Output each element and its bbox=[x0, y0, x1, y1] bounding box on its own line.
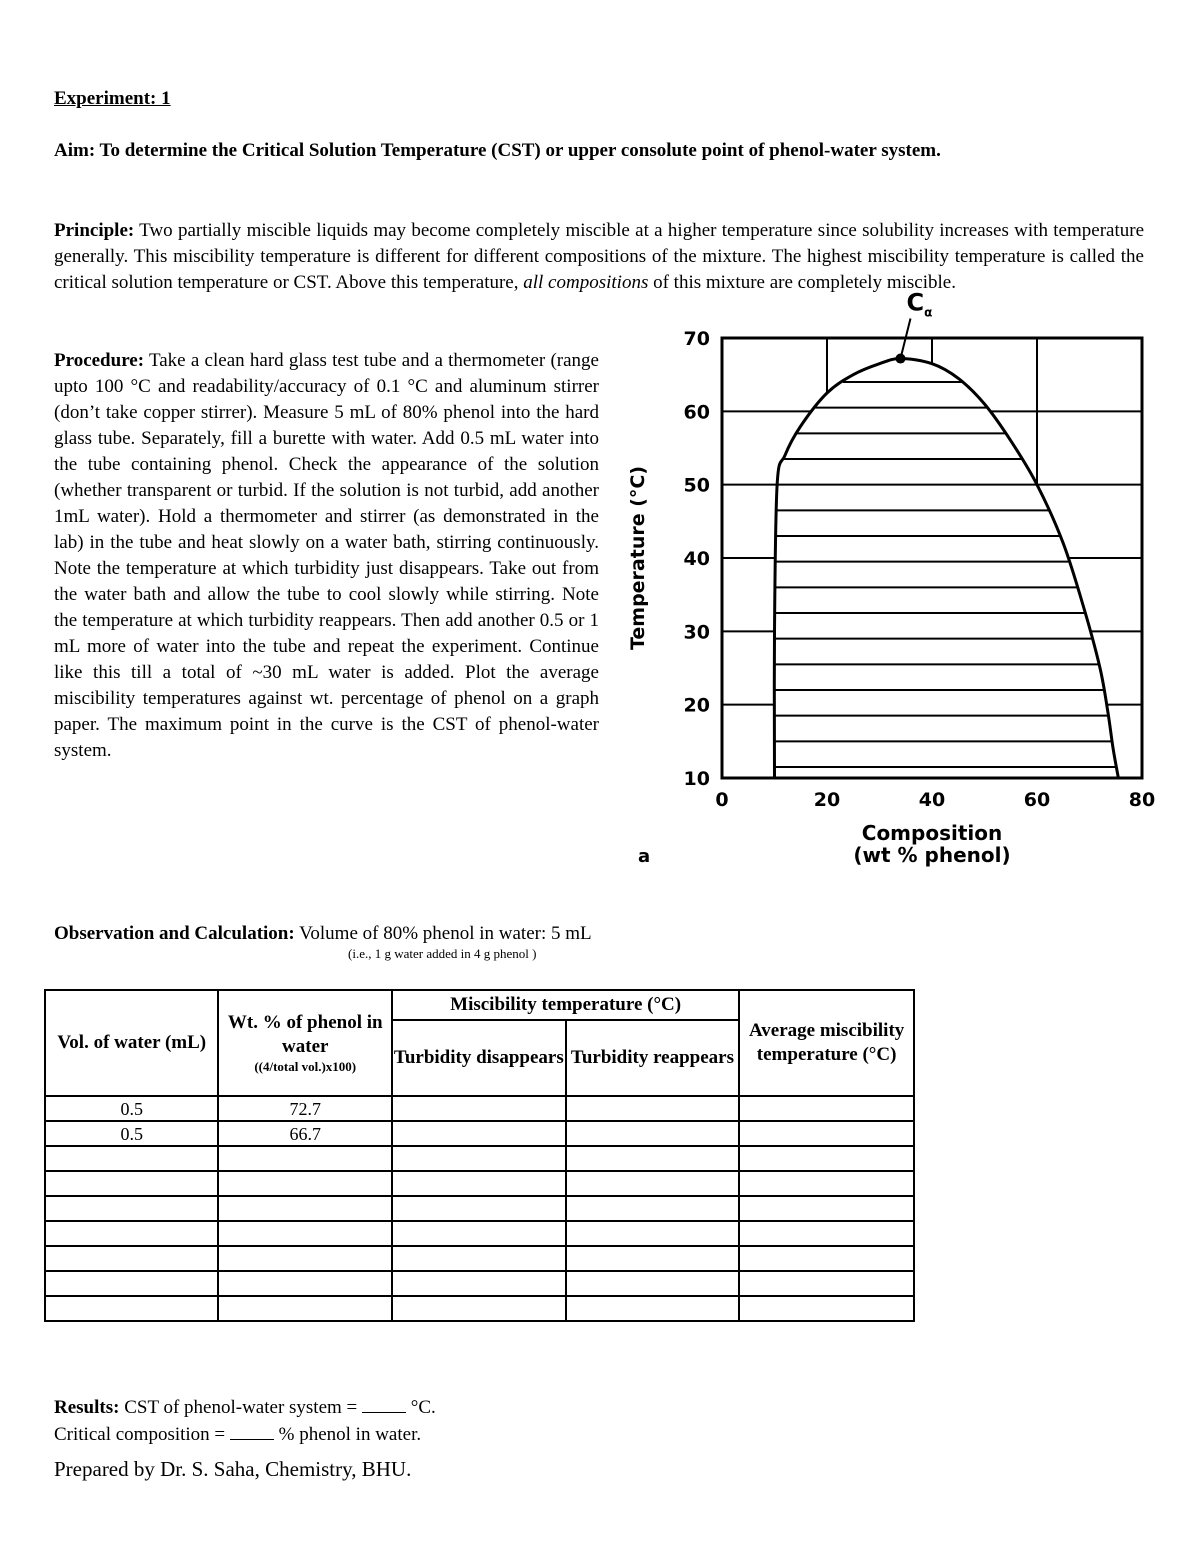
aim-text: Aim: To determine the Critical Solution Temperature (CST) or upper consolute point of phenol-water system. bbox=[54, 140, 941, 161]
observation-line bbox=[54, 921, 592, 947]
critical-composition-line bbox=[54, 1421, 421, 1448]
table-row bbox=[45, 1146, 914, 1171]
table-cell: 0.5 bbox=[45, 1096, 218, 1121]
composition-blank bbox=[230, 1421, 274, 1440]
table-cell: 66.7 bbox=[218, 1121, 392, 1146]
header-turbidity-reappears: Turbidity reappears bbox=[566, 1020, 740, 1096]
header-avg: Average miscibility temperature (°C) bbox=[739, 990, 914, 1096]
table-cell bbox=[739, 1096, 914, 1121]
results-composition-text: Critical composition = bbox=[54, 1424, 230, 1445]
table-cell bbox=[566, 1121, 740, 1146]
principle-text: Two partially miscible liquids may become completely miscible at a higher temperature since solubility increases with temperature generally. This miscibility temperature is different for different compositions of the mixture. The highest miscibility temperature is called the critical solution temperature or CST. Above this temperature, bbox=[54, 220, 1144, 293]
y-tick-label: 60 bbox=[683, 401, 710, 424]
table-row bbox=[45, 1096, 914, 1121]
table-cell bbox=[739, 1196, 914, 1221]
header-vol bbox=[45, 990, 218, 1096]
observation-label: Observation and Calculation: bbox=[54, 923, 295, 944]
y-tick-label: 10 bbox=[683, 768, 710, 790]
table-cell bbox=[566, 1271, 740, 1296]
table-cell bbox=[392, 1096, 566, 1121]
table-cell bbox=[566, 1171, 740, 1196]
results-composition-unit: % phenol in water. bbox=[273, 1424, 422, 1445]
header-misc: Miscibility temperature (°C) bbox=[392, 990, 739, 1020]
panel-label: a bbox=[638, 846, 651, 867]
table-cell bbox=[218, 1221, 392, 1246]
table-body bbox=[45, 1096, 914, 1321]
table-cell bbox=[218, 1246, 392, 1271]
cst-blank bbox=[362, 1394, 406, 1413]
x-tick-label: 40 bbox=[918, 789, 946, 811]
table-cell bbox=[45, 1171, 218, 1196]
y-tick-label: 50 bbox=[683, 474, 710, 497]
x-tick-label: 20 bbox=[813, 789, 841, 811]
y-tick-label: 30 bbox=[683, 621, 710, 644]
x-axis-label-units: (wt % phenol) bbox=[853, 843, 1011, 867]
table-cell bbox=[45, 1271, 218, 1296]
table-cell bbox=[45, 1246, 218, 1271]
table-row bbox=[45, 1246, 914, 1271]
principle-emphasis: all compositions bbox=[523, 272, 649, 293]
principle-text-end: of this mixture are completely miscible. bbox=[648, 272, 956, 293]
header-wt-text: Wt. % of phenol in water bbox=[227, 1012, 383, 1057]
table-cell bbox=[566, 1146, 740, 1171]
table-cell bbox=[566, 1296, 740, 1321]
results-line bbox=[54, 1394, 436, 1421]
header-vol-text: Vol. of water (mL) bbox=[57, 1032, 207, 1053]
x-axis-label: Composition bbox=[861, 821, 1003, 845]
table-cell bbox=[566, 1096, 740, 1121]
y-axis-label: Temperature (°C) bbox=[627, 465, 649, 651]
principle-paragraph bbox=[54, 218, 1144, 296]
experiment-heading: Experiment: 1 bbox=[54, 88, 171, 109]
table-cell bbox=[45, 1221, 218, 1246]
table-row bbox=[45, 1221, 914, 1246]
page-title bbox=[54, 86, 171, 112]
y-tick-label: 40 bbox=[683, 548, 710, 570]
procedure-paragraph bbox=[54, 348, 599, 764]
table-cell bbox=[218, 1146, 392, 1171]
table-row bbox=[45, 1121, 914, 1146]
table-cell bbox=[45, 1196, 218, 1221]
observation-note: (i.e., 1 g water added in 4 g phenol ) bbox=[348, 946, 537, 961]
table-cell bbox=[739, 1271, 914, 1296]
table-cell bbox=[739, 1171, 914, 1196]
table-cell bbox=[739, 1146, 914, 1171]
table-cell bbox=[392, 1221, 566, 1246]
y-tick-label: 70 bbox=[683, 328, 710, 350]
table-cell bbox=[739, 1221, 914, 1246]
phase-diagram-chart bbox=[612, 288, 1156, 868]
table-cell bbox=[392, 1271, 566, 1296]
table-cell bbox=[392, 1296, 566, 1321]
table-cell bbox=[218, 1271, 392, 1296]
results-cst-text: CST of phenol-water system = bbox=[119, 1397, 363, 1418]
table-cell: 72.7 bbox=[218, 1096, 392, 1121]
x-tick-label: 0 bbox=[715, 789, 729, 811]
peak-label-sub: α bbox=[924, 305, 933, 320]
table-cell bbox=[566, 1221, 740, 1246]
table-cell bbox=[392, 1121, 566, 1146]
peak-label-text: C bbox=[906, 288, 925, 317]
table-cell bbox=[392, 1146, 566, 1171]
table-cell bbox=[392, 1246, 566, 1271]
principle-label: Principle: bbox=[54, 220, 135, 241]
observation-table bbox=[44, 989, 915, 1322]
procedure-text: Take a clean hard glass test tube and a thermometer (range upto 100 °C and readability/accuracy of 0.1 °C and aluminum stirrer (don’t take copper stirrer). Measure 5 mL of 80% phenol into the hard glass tube. Separately, fill a burette with water. Add 0.5 mL water into the tube containing phenol. Check the appearance of the solution (whether transparent or turbid. If the solution is not turbid, add another 1mL water). Hold a thermometer and stirrer (as demonstrated in the lab) in the tube and heat slowly on a water bath, stirring continuously. Note the temperature at which turbidity just disappears. Take out from the water bath and allow the tube to cool slowly while stirring. Note the temperature at which turbidity reappears. Then add another 0.5 or 1 mL more of water into the tube and repeat the experiment. Continue like this till a total of ~30 mL water is added. Plot the average miscibility temperatures against wt. percentage of phenol on a graph paper. The maximum point in the curve is the CST of phenol-water system. bbox=[54, 350, 599, 761]
x-tick-label: 60 bbox=[1023, 789, 1051, 811]
observation-text: Volume of 80% phenol in water: 5 mL bbox=[294, 923, 592, 944]
y-tick-labels bbox=[684, 328, 710, 790]
table-cell bbox=[45, 1146, 218, 1171]
table-cell bbox=[566, 1196, 740, 1221]
table-cell bbox=[566, 1246, 740, 1271]
table-cell bbox=[739, 1246, 914, 1271]
table-cell bbox=[218, 1196, 392, 1221]
table-cell bbox=[218, 1171, 392, 1196]
table-header-row bbox=[45, 990, 914, 1020]
table-cell bbox=[45, 1296, 218, 1321]
table-cell bbox=[739, 1296, 914, 1321]
table-cell bbox=[392, 1171, 566, 1196]
header-wt-formula: ((4/total vol.)x100) bbox=[254, 1059, 357, 1074]
table-cell bbox=[392, 1196, 566, 1221]
results-cst-unit: °C. bbox=[406, 1397, 436, 1418]
results-label: Results: bbox=[54, 1397, 120, 1418]
table-row bbox=[45, 1196, 914, 1221]
table-cell bbox=[739, 1121, 914, 1146]
y-tick-label: 20 bbox=[683, 694, 710, 717]
x-tick-labels bbox=[715, 789, 1155, 811]
header-wt bbox=[218, 990, 392, 1096]
footer-credit: Prepared by Dr. S. Saha, Chemistry, BHU. bbox=[54, 1457, 412, 1481]
table-row bbox=[45, 1271, 914, 1296]
table-row bbox=[45, 1296, 914, 1321]
table-row bbox=[45, 1171, 914, 1196]
x-tick-label: 80 bbox=[1128, 789, 1156, 811]
procedure-label: Procedure: bbox=[54, 350, 145, 371]
header-turbidity-disappears: Turbidity disappears bbox=[392, 1020, 566, 1096]
table-cell: 0.5 bbox=[45, 1121, 218, 1146]
table-cell bbox=[218, 1296, 392, 1321]
